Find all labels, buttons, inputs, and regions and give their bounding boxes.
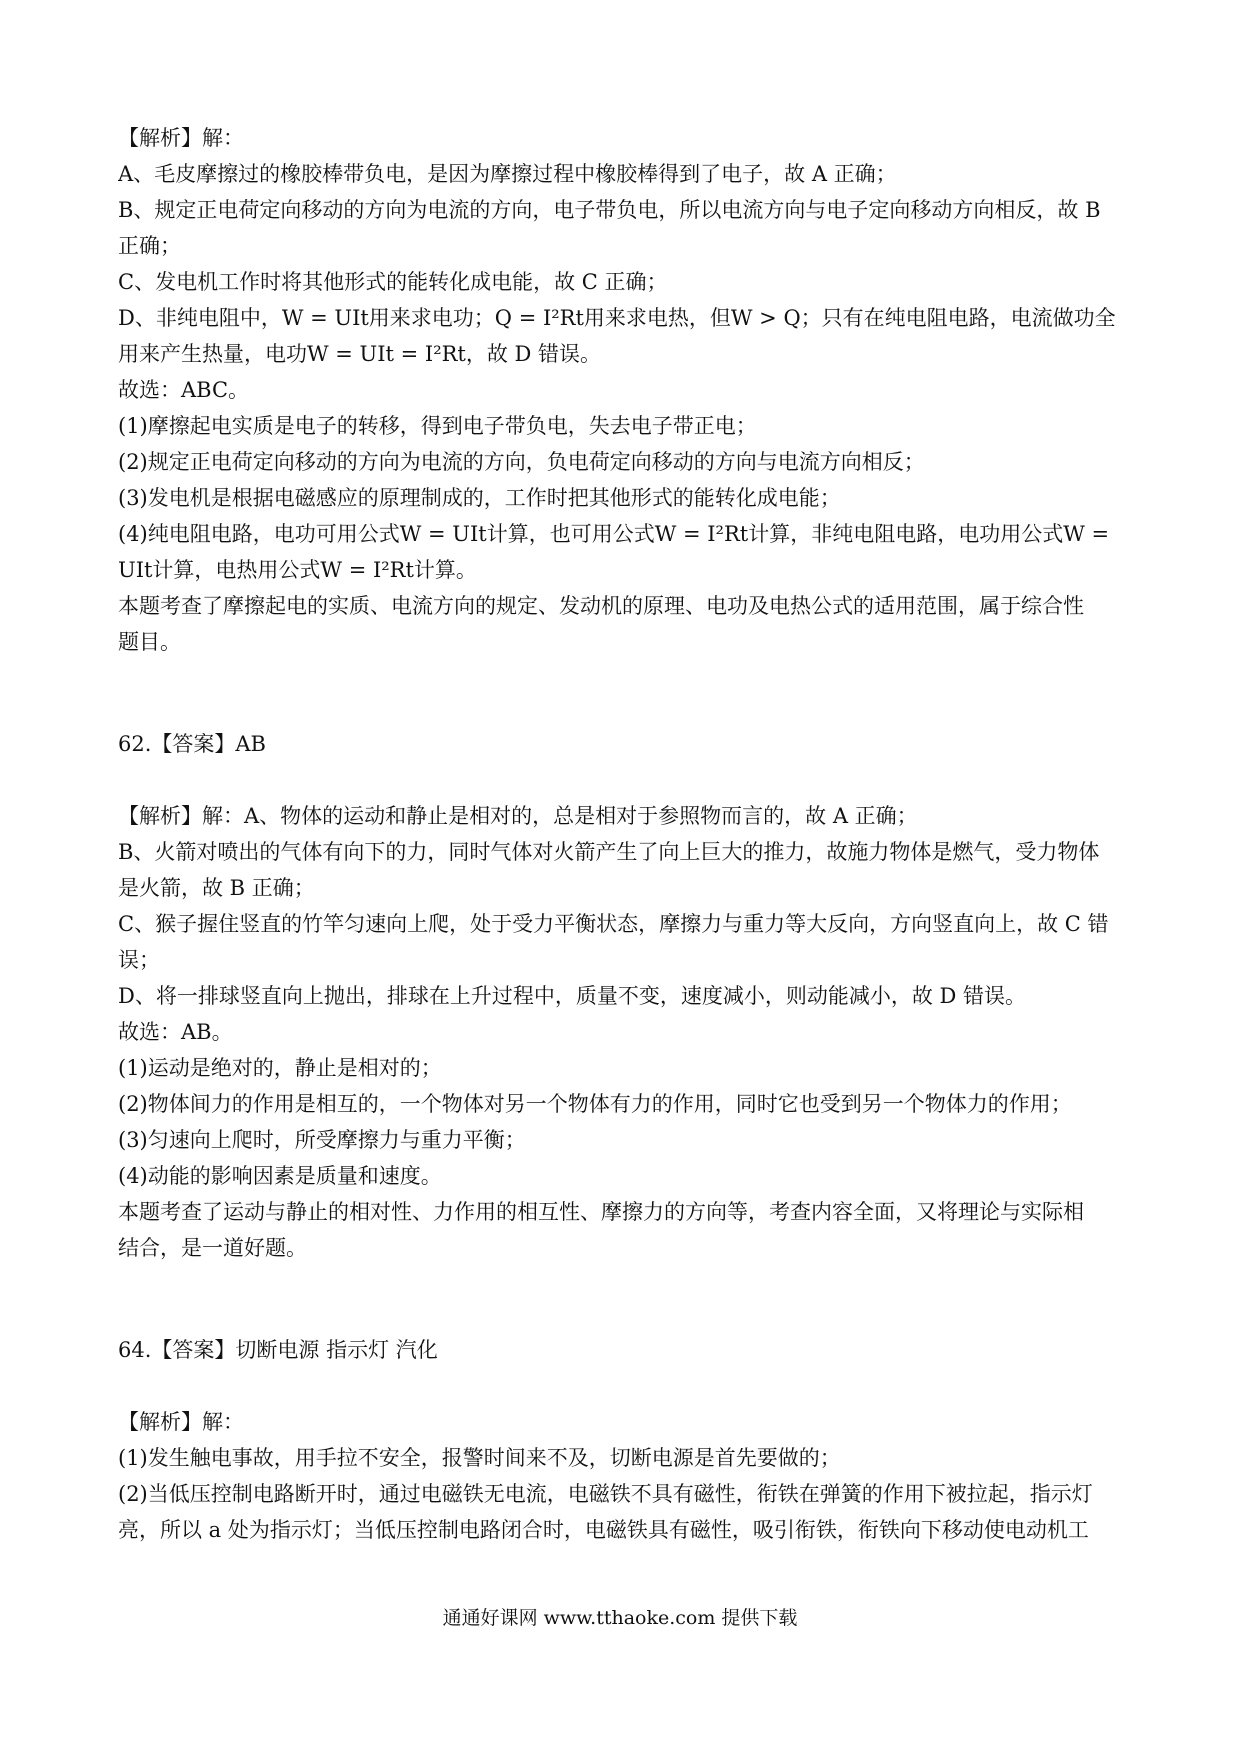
text-line: (2)规定正电荷定向移动的方向为电流的方向，负电荷定向移动的方向与电流方向相反； [118,450,925,474]
text-line: (2)物体间力的作用是相互的，一个物体对另一个物体有力的作用，同时它也受到另一个物体力的作用； [118,1092,1072,1116]
text-line: (1)摩擦起电实质是电子的转移，得到电子带负电，失去电子带正电； [118,414,757,438]
text-line: (4)纯电阻电路，电功可用公式W = UIt计算，也可用公式W = I²Rt计算，非纯电阻电路，电功用公式W = [118,522,1110,546]
page-footer: 通通好课网 www.tthaoke.com 提供下载 [442,1607,798,1629]
text-line: B、火箭对喷出的气体有向下的力，同时气体对火箭产生了向上巨大的推力，故施力物体是燃气，受力物体 [118,840,1100,864]
analysis-block-62 [118,798,1128,1266]
text-line: D、将一排球竖直向上抛出，排球在上升过程中，质量不变，速度减小，则动能减小，故 D 错误。 [118,984,1027,1008]
text-line: C、发电机工作时将其他形式的能转化成电能，故 C 正确； [118,270,668,294]
document-content [118,120,1128,1548]
text-line: (3)发电机是根据电磁感应的原理制成的，工作时把其他形式的能转化成电能； [118,486,841,510]
text-line: (2)当低压控制电路断开时，通过电磁铁无电流，电磁铁不具有磁性，衔铁在弹簧的作用下被拉起，指示灯 [118,1482,1093,1506]
text-line: 【解析】解：A、物体的运动和静止是相对的，总是相对于参照物而言的，故 A 正确； [118,804,918,828]
text-line: 【解析】解： [118,1410,244,1434]
text-line: 误； [118,948,160,972]
text-line: 结合，是一道好题。 [118,1236,307,1260]
text-line: 【解析】解： [118,126,244,150]
text-line: B、规定正电荷定向移动的方向为电流的方向，电子带负电，所以电流方向与电子定向移动方向相反，故 B [118,198,1101,222]
text-line: 亮，所以 a 处为指示灯；当低压控制电路闭合时，电磁铁具有磁性，吸引衔铁，衔铁向下移动使电动机工 [118,1518,1089,1542]
analysis-block-64 [118,1404,1128,1548]
text-line: 本题考查了运动与静止的相对性、力作用的相互性、摩擦力的方向等，考查内容全面，又将理论与实际相 [118,1200,1084,1224]
text-line: (4)动能的影响因素是质量和速度。 [118,1164,442,1188]
text-line: 是火箭，故 B 正确； [118,876,315,900]
text-line: UIt计算，电热用公式W = I²Rt计算。 [118,558,477,582]
text-line: A、毛皮摩擦过的橡胶棒带负电，是因为摩擦过程中橡胶棒得到了电子，故 A 正确； [118,162,897,186]
text-line: 故选：AB。 [118,1020,233,1044]
text-line: 题目。 [118,630,181,654]
text-line: (1)运动是绝对的，静止是相对的； [118,1056,442,1080]
text-line: 本题考查了摩擦起电的实质、电流方向的规定、发动机的原理、电功及电热公式的适用范围，属于综合性 [118,594,1084,618]
text-line: (1)发生触电事故，用手拉不安全，报警时间来不及，切断电源是首先要做的； [118,1446,841,1470]
text-line: 故选：ABC。 [118,378,250,402]
analysis-block-61 [118,120,1128,660]
answer-heading-64: 64.【答案】切断电源 指示灯 汽化 [118,1338,438,1362]
text-line: C、猴子握住竖直的竹竿匀速向上爬，处于受力平衡状态，摩擦力与重力等大反向，方向竖直向上，故 C 错 [118,912,1109,936]
answer-heading-62: 62.【答案】AB [118,732,266,756]
text-line: 正确； [118,234,181,258]
text-line: D、非纯电阻中，W = UIt用来求电功；Q = I²Rt用来求电热，但W > Q；只有在纯电阻电路，电流做功全 [118,306,1116,330]
text-line: 用来产生热量，电功W = UIt = I²Rt，故 D 错误。 [118,342,602,366]
text-line: (3)匀速向上爬时，所受摩擦力与重力平衡； [118,1128,526,1152]
